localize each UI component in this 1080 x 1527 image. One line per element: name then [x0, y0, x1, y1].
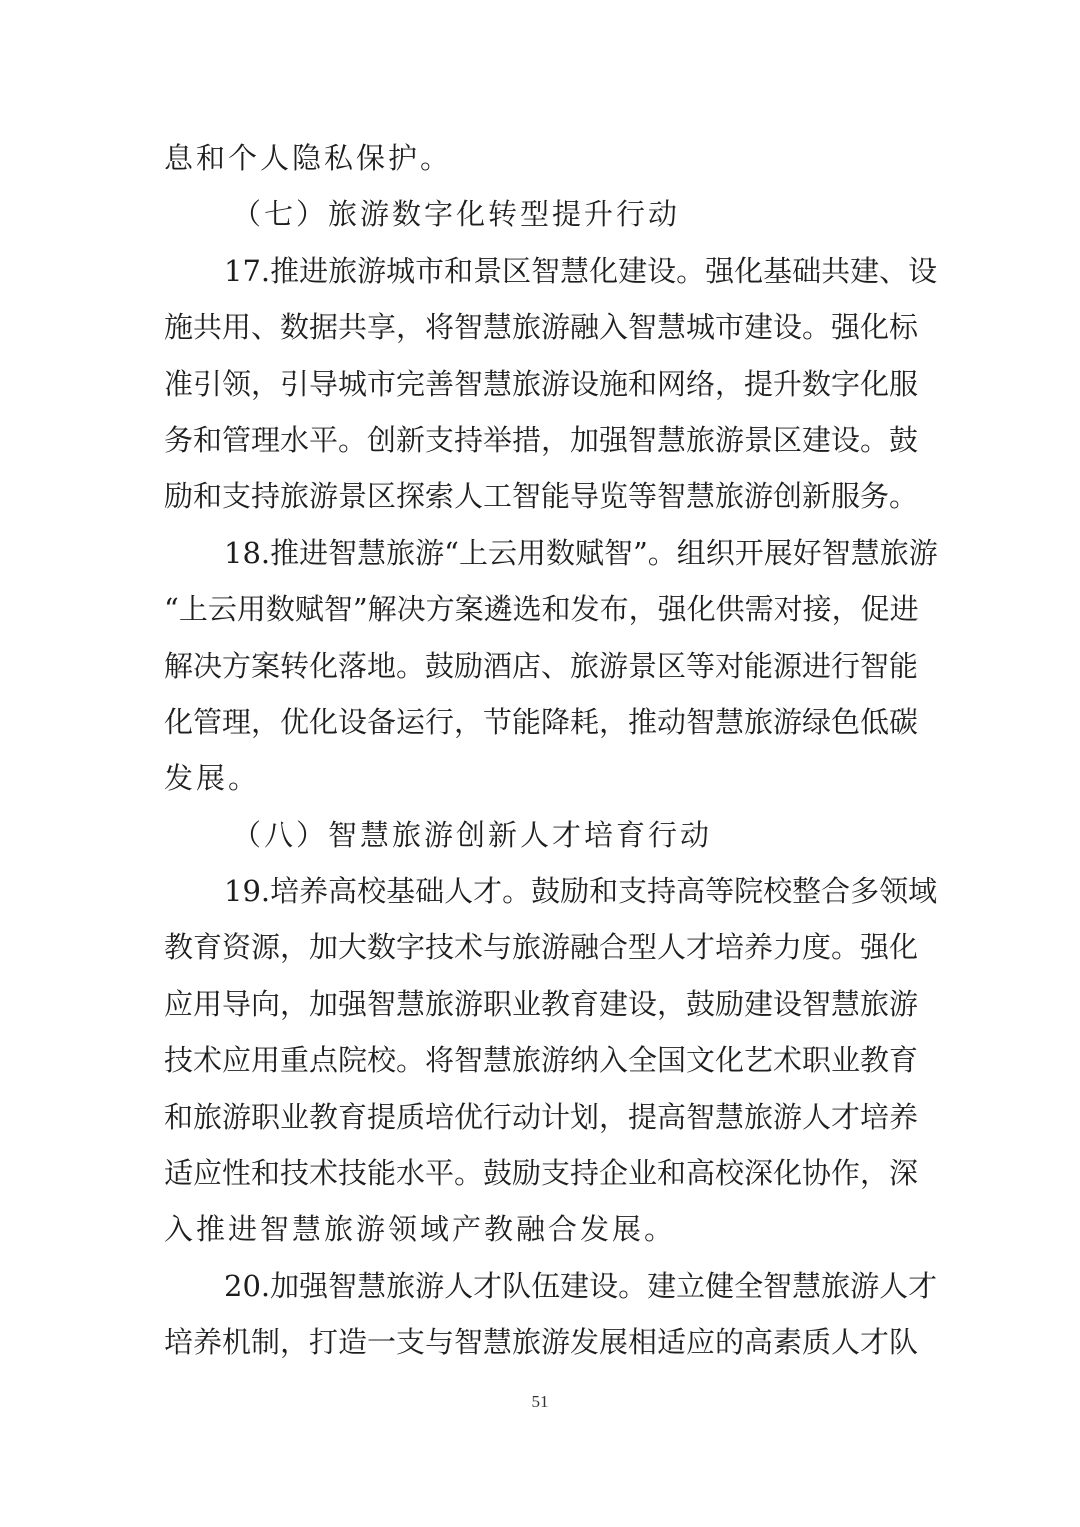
paragraph-17-line-3: 准引领，引导城市完善智慧旅游设施和网络，提升数字化服 [164, 366, 919, 401]
paragraph-18-line-1: 18.推进智慧旅游“上云用数赋智”。组织开展好智慧旅游 [224, 535, 938, 570]
paragraph-17-line-2: 施共用、数据共享，将智慧旅游融入智慧城市建设。强化标 [164, 310, 919, 345]
paragraph-19-line-2: 教育资源，加大数字技术与旅游融合型人才培养力度。强化 [164, 930, 919, 965]
paragraph-19-line-4: 技术应用重点院校。将智慧旅游纳入全国文化艺术职业教育 [164, 1043, 919, 1078]
body-text [164, 130, 938, 1371]
paragraph-18-line-5: 发展。 [164, 761, 261, 796]
page-number: 51 [531, 1392, 549, 1411]
section-heading-7: （七）旅游数字化转型提升行动 [232, 197, 681, 232]
paragraph-18-line-2: “上云用数赋智”解决方案遴选和发布，强化供需对接，促进 [164, 592, 919, 627]
paragraph-17-line-4: 务和管理水平。创新支持举措，加强智慧旅游景区建设。鼓 [164, 422, 919, 457]
paragraph-18-line-4: 化管理，优化设备运行，节能降耗，推动智慧旅游绿色低碳 [164, 704, 919, 739]
paragraph-17-line-5: 励和支持旅游景区探索人工智能导览等智慧旅游创新服务。 [164, 479, 919, 514]
paragraph-16-end: 息和个人隐私保护。 [164, 141, 453, 175]
paragraph-19-line-3: 应用导向，加强智慧旅游职业教育建设，鼓励建设智慧旅游 [164, 986, 919, 1021]
paragraph-19-line-7: 入推进智慧旅游领域产教融合发展。 [164, 1212, 677, 1247]
paragraph-20-line-1: 20.加强智慧旅游人才队伍建设。建立健全智慧旅游人才 [224, 1268, 938, 1303]
paragraph-19-line-6: 适应性和技术技能水平。鼓励支持企业和高校深化协作，深 [164, 1156, 919, 1191]
section-heading-8: （八）智慧旅游创新人才培育行动 [232, 817, 713, 852]
paragraph-20-line-2: 培养机制，打造一支与智慧旅游发展相适应的高素质人才队 [164, 1325, 919, 1360]
paragraph-19-line-5: 和旅游职业教育提质培优行动计划，提高智慧旅游人才培养 [164, 1099, 919, 1134]
paragraph-19-line-1: 19.培养高校基础人才。鼓励和支持高等院校整合多领域 [224, 874, 938, 909]
paragraph-18-line-3: 解决方案转化落地。鼓励酒店、旅游景区等对能源进行智能 [164, 648, 919, 683]
paragraph-17-line-1: 17.推进旅游城市和景区智慧化建设。强化基础共建、设 [224, 253, 938, 288]
